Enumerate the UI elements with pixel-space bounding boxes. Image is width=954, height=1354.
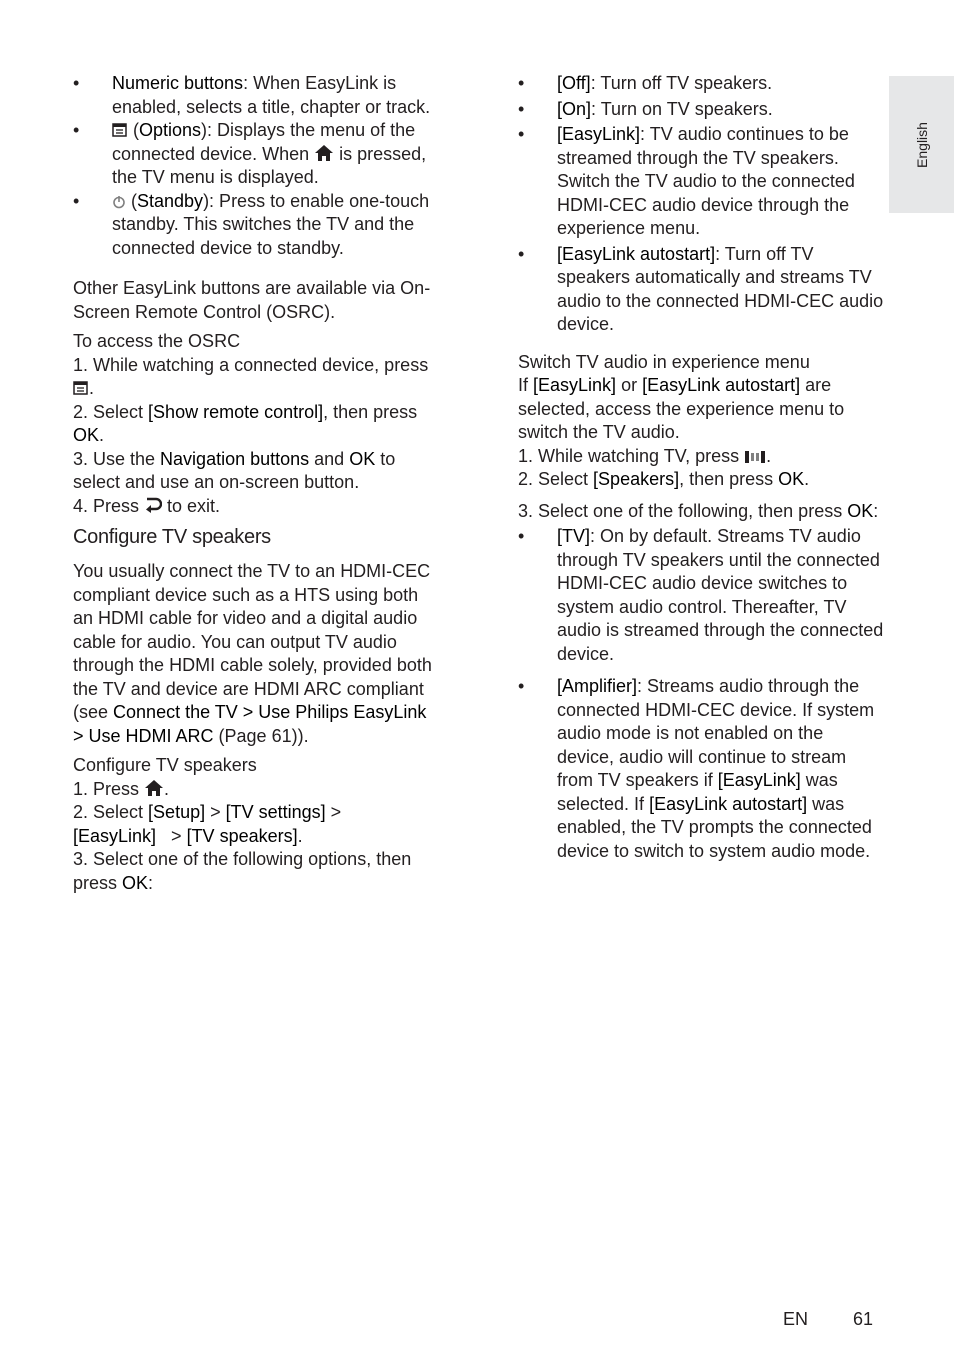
text: . (164, 778, 170, 799)
text: 1. While watching a connected device, press (73, 354, 429, 375)
text: 1. While watching TV, press (518, 445, 745, 466)
text: 4. Press (73, 495, 145, 516)
osrc-step-3 (73, 448, 438, 495)
desc: ): Press to enable one-touch standby. This switches the TV and the connected device to standby. (112, 190, 430, 258)
desc: : Turn off TV speakers automatically and streams TV audio to the connected HDMI-CEC audio device. (557, 243, 884, 334)
paren: ( (126, 190, 137, 211)
separator: > (325, 802, 342, 822)
term: Options (139, 120, 202, 140)
desc: : Streams audio through the connected HDMI-CEC device. If system audio mode is not enabled on the device, audio will continue to stream from TV speakers if (557, 676, 875, 790)
menu-option: [EasyLink] (717, 770, 801, 790)
key-name: Navigation buttons (160, 448, 310, 469)
bullet-numeric-buttons (73, 72, 438, 119)
menu-option: [EasyLink autostart] (649, 793, 808, 814)
ok-key: OK (349, 448, 376, 469)
text: . (297, 825, 303, 846)
bullet-options (73, 119, 438, 190)
language-label: English (913, 121, 930, 168)
bullet-tv (518, 525, 884, 666)
left-column (73, 72, 438, 895)
bullet-amplifier (518, 675, 884, 863)
text: . (766, 445, 772, 466)
term: [Off] (557, 73, 591, 93)
text: to select and use an on-screen button. (73, 448, 396, 492)
separator: > (205, 802, 226, 822)
text: , then press (679, 469, 779, 489)
text: . (804, 469, 810, 489)
switch-paragraph (518, 374, 884, 445)
term: [TV] (557, 526, 591, 546)
configure-step-1 (73, 778, 438, 802)
text: 2. Select (73, 802, 149, 822)
menu-option: [Setup] (148, 802, 206, 822)
desc: was enabled, the TV prompts the connected device to switch to system audio mode. (557, 793, 872, 861)
section-paragraph (73, 560, 438, 748)
switch-heading: Switch TV audio in experience menu (518, 351, 810, 372)
desc: : Turn on TV speakers. (591, 98, 773, 119)
menu-option: [EasyLink] (533, 375, 617, 395)
configure-step-3 (73, 848, 438, 895)
standby-icon (112, 195, 126, 209)
text: : (148, 872, 154, 893)
term: [EasyLink] (557, 124, 641, 144)
configure-step-2 (73, 801, 438, 848)
osrc-step-4 (73, 495, 438, 519)
text: If (518, 375, 534, 395)
bullet-easylink (518, 123, 884, 241)
home-icon (314, 144, 334, 162)
desc: : When EasyLink is enabled, selects a title, chapter or track. (112, 73, 431, 117)
bullet-off (518, 72, 884, 96)
footer-language: EN (783, 1309, 809, 1329)
text: 3. Use the (73, 448, 161, 469)
desc: is pressed, the TV menu is displayed. (112, 143, 427, 187)
options-icon (73, 380, 89, 396)
switch-step-3 (518, 500, 884, 524)
text: . (89, 378, 95, 398)
text: You usually connect the TV to an HDMI-CEC compliant device such as a HTS using both an HDMI cable for video and a digital audio cable for audio. You can output TV audio through the HDMI cable solely, provided both the TV and device are HDMI ARC compliant (see (73, 561, 432, 722)
term: Numeric buttons (112, 73, 244, 93)
text: or (616, 375, 643, 395)
options-icon (112, 122, 128, 138)
term: [Amplifier] (557, 676, 638, 696)
home-icon (144, 779, 164, 797)
text: 2. Select (518, 469, 594, 489)
bullet-easylink-autostart (518, 243, 884, 337)
menu-option: [TV settings] (225, 802, 326, 822)
term: [EasyLink autostart] (557, 243, 716, 264)
text: : (873, 500, 879, 521)
text: , then press (323, 401, 418, 422)
term: [On] (557, 98, 592, 119)
term: Standby (137, 190, 204, 211)
experience-icon (744, 450, 766, 464)
ok-key: OK (847, 500, 874, 521)
text: 2. Select (73, 401, 149, 422)
text: 1. Press (73, 778, 145, 799)
bullet-on (518, 98, 884, 122)
ok-key: OK (73, 425, 100, 445)
desc: was selected. If (557, 770, 838, 814)
switch-step-2 (518, 468, 884, 492)
text: 3. Select one of the following, then press (518, 500, 848, 521)
menu-option: [Speakers] (593, 469, 680, 489)
osrc-intro: Other EasyLink buttons are available via On-Screen Remote Control (OSRC). (73, 278, 431, 322)
ok-key: OK (122, 872, 149, 893)
cross-reference: Connect the TV > Use Philips EasyLink > Use HDMI ARC (73, 702, 427, 746)
menu-option: [EasyLink] (73, 825, 157, 846)
menu-option: [EasyLink autostart] (642, 375, 801, 395)
text: and (309, 448, 350, 469)
osrc-heading: To access the OSRC (73, 331, 241, 351)
language-side-tab (889, 76, 954, 213)
configure-heading: Configure TV speakers (73, 755, 257, 775)
osrc-step-2 (73, 401, 438, 448)
ok-key: OK (778, 469, 805, 489)
text: are selected, access the experience menu to switch the TV audio. (518, 375, 845, 442)
menu-option: [Show remote control] (148, 401, 324, 422)
back-icon (144, 497, 162, 514)
text: (Page 61)). (213, 725, 309, 746)
desc: : Turn off TV speakers. (590, 73, 773, 93)
text: to exit. (162, 495, 221, 516)
right-column (518, 72, 884, 863)
text: . (99, 425, 105, 445)
switch-step-1 (518, 445, 884, 469)
desc: ): Displays the menu of the connected device. When (112, 120, 416, 164)
desc: : On by default. Streams TV audio through TV speakers until the connected HDMI-CEC audio device switches to system audio control. Thereafter, TV audio is streamed through the connected device. (557, 526, 884, 664)
desc: : TV audio continues to be streamed through the TV speakers. Switch the TV audio to the connected HDMI-CEC audio device through the experience menu. (557, 124, 855, 238)
bullet-standby (73, 190, 438, 261)
page-number: 61 (853, 1309, 874, 1329)
paren: ( (128, 120, 139, 140)
section-title: Configure TV speakers (73, 526, 271, 548)
menu-option: [TV speakers] (186, 825, 298, 846)
separator: > (156, 825, 187, 846)
osrc-step-1 (73, 354, 438, 401)
text: 3. Select one of the following options, then press (73, 849, 412, 893)
